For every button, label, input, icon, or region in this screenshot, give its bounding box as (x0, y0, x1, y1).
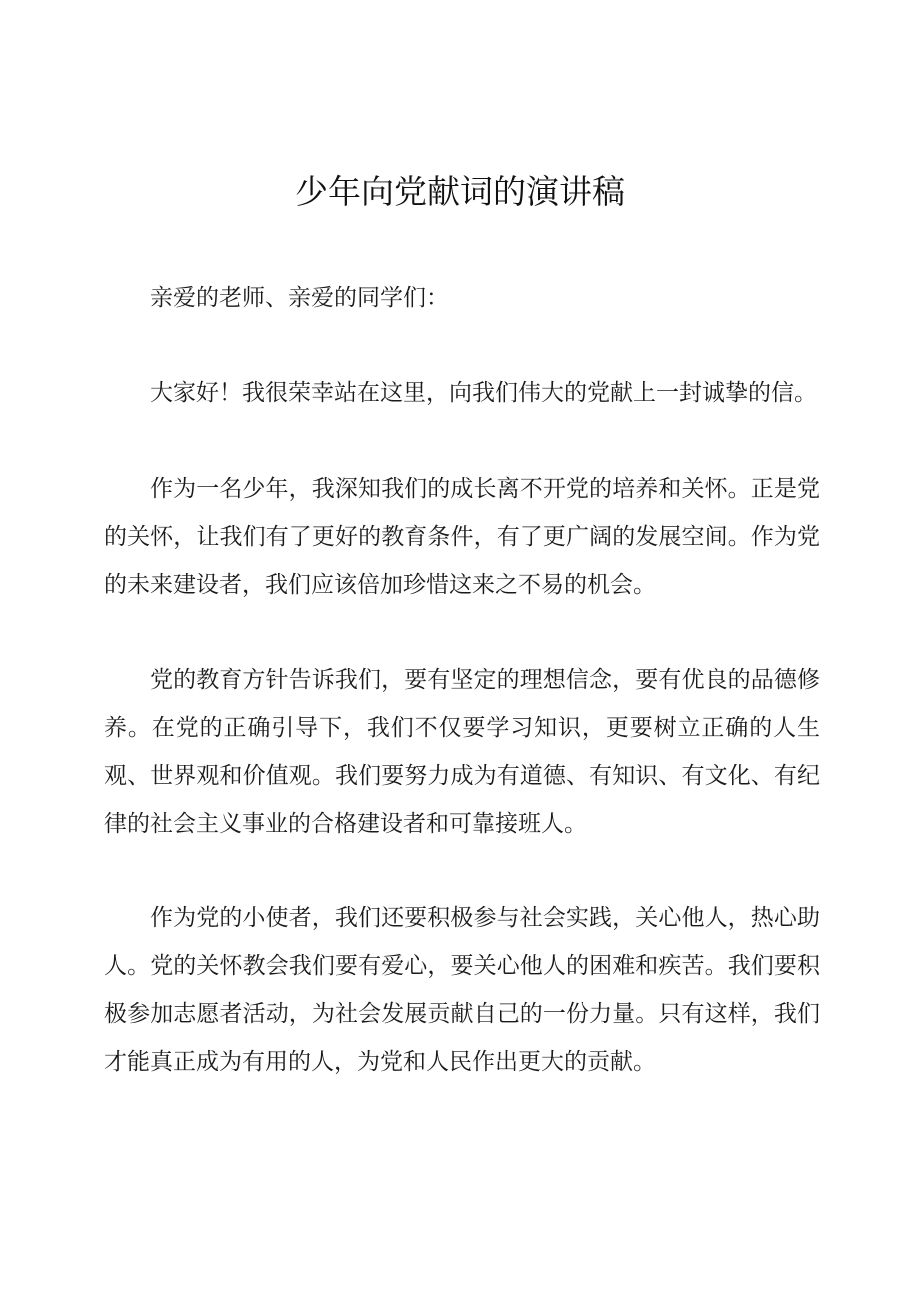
paragraph-growth: 作为一名少年，我深知我们的成长离不开党的培养和关怀。正是党的关怀，让我们有了更好的教育条件，有了更广阔的发展空间。作为党的未来建设者，我们应该倍加珍惜这来之不易的机会。 (104, 476, 820, 598)
document-title: 少年向党献词的演讲稿 (295, 172, 625, 211)
paragraph-greeting: 大家好！我很荣幸站在这里，向我们伟大的党献上一封诚挚的信。 (150, 380, 817, 406)
paragraph-salutation: 亲爱的老师、亲爱的同学们： (150, 285, 449, 311)
paragraph-practice: 作为党的小使者，我们还要积极参与社会实践，关心他人，热心助人。党的关怀教会我们要有爱心，要关心他人的困难和疾苦。我们要积极参加志愿者活动，为社会发展贡献自己的一份力量。只有这样，我们才能真正成为有用的人，为党和人民作出更大的贡献。 (104, 905, 820, 1075)
paragraph-education: 党的教育方针告诉我们，要有坚定的理想信念，要有优良的品德修养。在党的正确引导下，我们不仅要学习知识，更要树立正确的人生观、世界观和价值观。我们要努力成为有道德、有知识、有文化、有纪律的社会主义事业的合格建设者和可靠接班人。 (104, 667, 820, 837)
